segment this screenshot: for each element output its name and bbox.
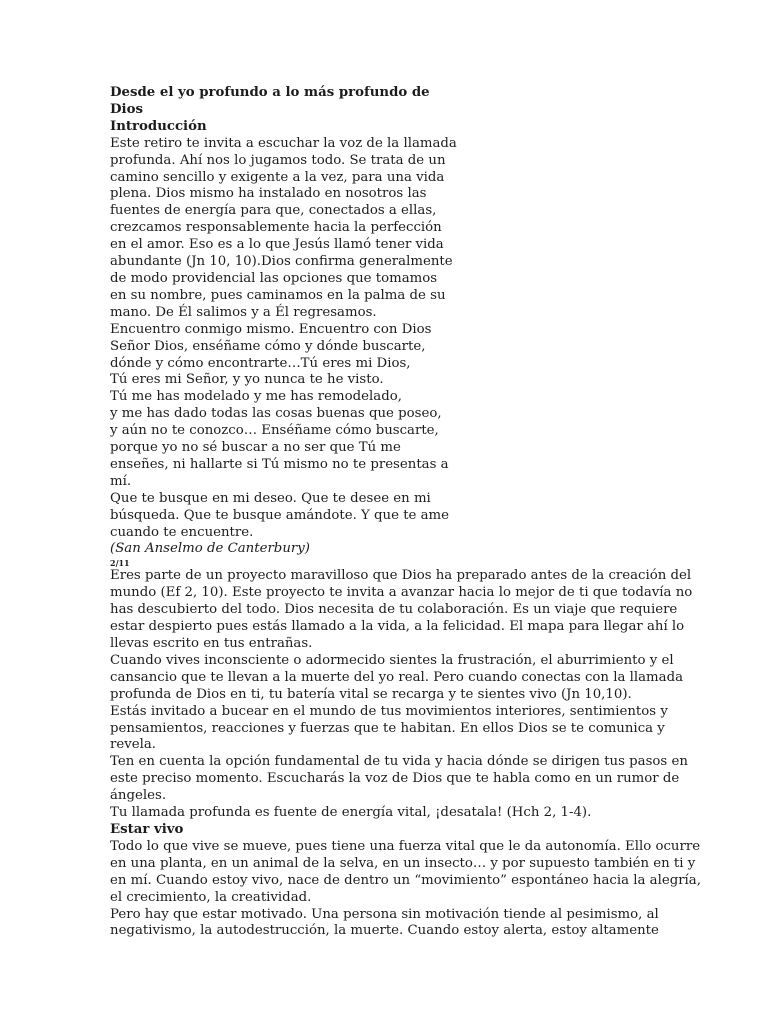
prayer-block <box>110 322 650 542</box>
text-line: pensamientos, reacciones y fuerzas que te habitan. En ellos Dios se te comunica y <box>110 720 665 736</box>
text-line: enseñes, ni hallarte si Tú mismo no te presentas a <box>110 456 449 472</box>
text-line: Eres parte de un proyecto maravilloso que Dios ha preparado antes de la creación del <box>110 568 692 584</box>
text-line: Encuentro conmigo mismo. Encuentro con Dios <box>110 321 432 337</box>
text-line: abundante (Jn 10, 10).Dios confirma generalmente <box>110 254 453 270</box>
text-line: Pero hay que estar motivado. Una persona sin motivación tiende al pesimismo, al <box>110 906 659 922</box>
section-heading: Estar vivo <box>110 821 184 837</box>
section-paragraphs <box>110 838 701 940</box>
intro-heading: Introducción <box>110 118 207 134</box>
text-line: profunda. Ahí nos lo jugamos todo. Se trata de un <box>110 152 446 168</box>
text-line: de modo providencial las opciones que tomamos <box>110 270 438 286</box>
document-title <box>110 85 650 119</box>
intro-paragraph <box>110 136 650 322</box>
text-line: en su nombre, pues caminamos en la palma de su <box>110 287 446 303</box>
text-line: negativismo, la autodestrucción, la muerte. Cuando estoy alerta, estoy altamente <box>110 923 659 939</box>
text-line: Tú me has modelado y me has remodelado, <box>110 389 402 405</box>
text-line: Todo lo que vive se mueve, pues tiene una fuerza vital que le da autonomía. Ello ocurre <box>110 838 701 854</box>
text-line: dónde y cómo encontrarte…Tú eres mi Dios, <box>110 355 411 371</box>
text-line: estar despierto pues estás llamado a la vida, a la felicidad. El mapa para llegar ahí lo <box>110 619 685 635</box>
text-line: camino sencillo y exigente a la vez, para una vida <box>110 169 445 185</box>
text-line: llevas escrito en tus entrañas. <box>110 636 313 651</box>
text-line: cansancio que te llevan a la muerte del yo real. Pero cuando conectas con la llamada <box>110 669 684 685</box>
text-line: mundo (Ef 2, 10). Este proyecto te invita a avanzar hacia lo mejor de ti que todavía no <box>110 585 693 601</box>
text-line: fuentes de energía para que, conectados a ellas, <box>110 203 437 219</box>
page-number: 2/11 <box>110 558 130 569</box>
text-line: este preciso momento. Escucharás la voz de Dios que te habla como en un rumor de <box>110 771 680 787</box>
text-line: profunda de Dios en ti, tu batería vital se recarga y te sientes vivo (Jn 10,10). <box>110 686 632 702</box>
prayer-attribution: (San Anselmo de Canterbury) <box>110 541 310 557</box>
text-line: en mí. Cuando estoy vivo, nace de dentro un “movimiento” espontáneo hacia la alegría, <box>110 872 701 888</box>
text-line: plena. Dios mismo ha instalado en nosotros las <box>110 186 427 202</box>
text-line: ángeles. <box>110 788 167 804</box>
text-line: y me has dado todas las cosas buenas que poseo, <box>110 406 442 422</box>
text-line: mí. <box>110 473 132 489</box>
text-line: búsqueda. Que te busque amándote. Y que te ame <box>110 507 450 523</box>
text-line: porque yo no sé buscar a no ser que Tú me <box>110 440 401 456</box>
text-line: Tú eres mi Señor, y yo nunca te he visto. <box>110 372 384 388</box>
body-paragraphs <box>110 568 693 822</box>
text-line: en una planta, en un animal de la selva, en un insecto… y por supuesto también en ti y <box>110 855 696 871</box>
text-line: en el amor. Eso es a lo que Jesús llamó tener vida <box>110 237 444 253</box>
text-line: Este retiro te invita a escuchar la voz de la llamada <box>110 135 457 151</box>
title-line: Dios <box>110 101 143 117</box>
text-line: mano. De Él salimos y a Él regresamos. <box>110 304 377 320</box>
text-line: el crecimiento, la creatividad. <box>110 889 312 905</box>
text-line: cuando te encuentre. <box>110 524 254 540</box>
text-line: y aún no te conozco… Enséñame cómo buscarte, <box>110 423 439 439</box>
text-line: Cuando vives inconsciente o adormecido sientes la frustración, el aburrimiento y el <box>110 652 674 668</box>
document-page <box>110 85 701 940</box>
text-line: crezcamos responsablemente hacia la perfección <box>110 220 442 236</box>
title-line: Desde el yo profundo a lo más profundo de <box>110 85 430 100</box>
text-line: Estás invitado a bucear en el mundo de tus movimientos interiores, sentimientos y <box>110 703 668 719</box>
text-line: has descubierto del todo. Dios necesita de tu colaboración. Es un viaje que requiere <box>110 602 678 618</box>
text-line: Tu llamada profunda es fuente de energía vital, ¡desatala! (Hch 2, 1-4). <box>110 805 592 821</box>
text-line: Señor Dios, enséñame cómo y dónde buscarte, <box>110 338 426 354</box>
text-line: Ten en cuenta la opción fundamental de tu vida y hacia dónde se dirigen tus pasos en <box>110 754 688 770</box>
text-line: revela. <box>110 737 157 753</box>
text-line: Que te busque en mi deseo. Que te desee en mi <box>110 490 431 506</box>
